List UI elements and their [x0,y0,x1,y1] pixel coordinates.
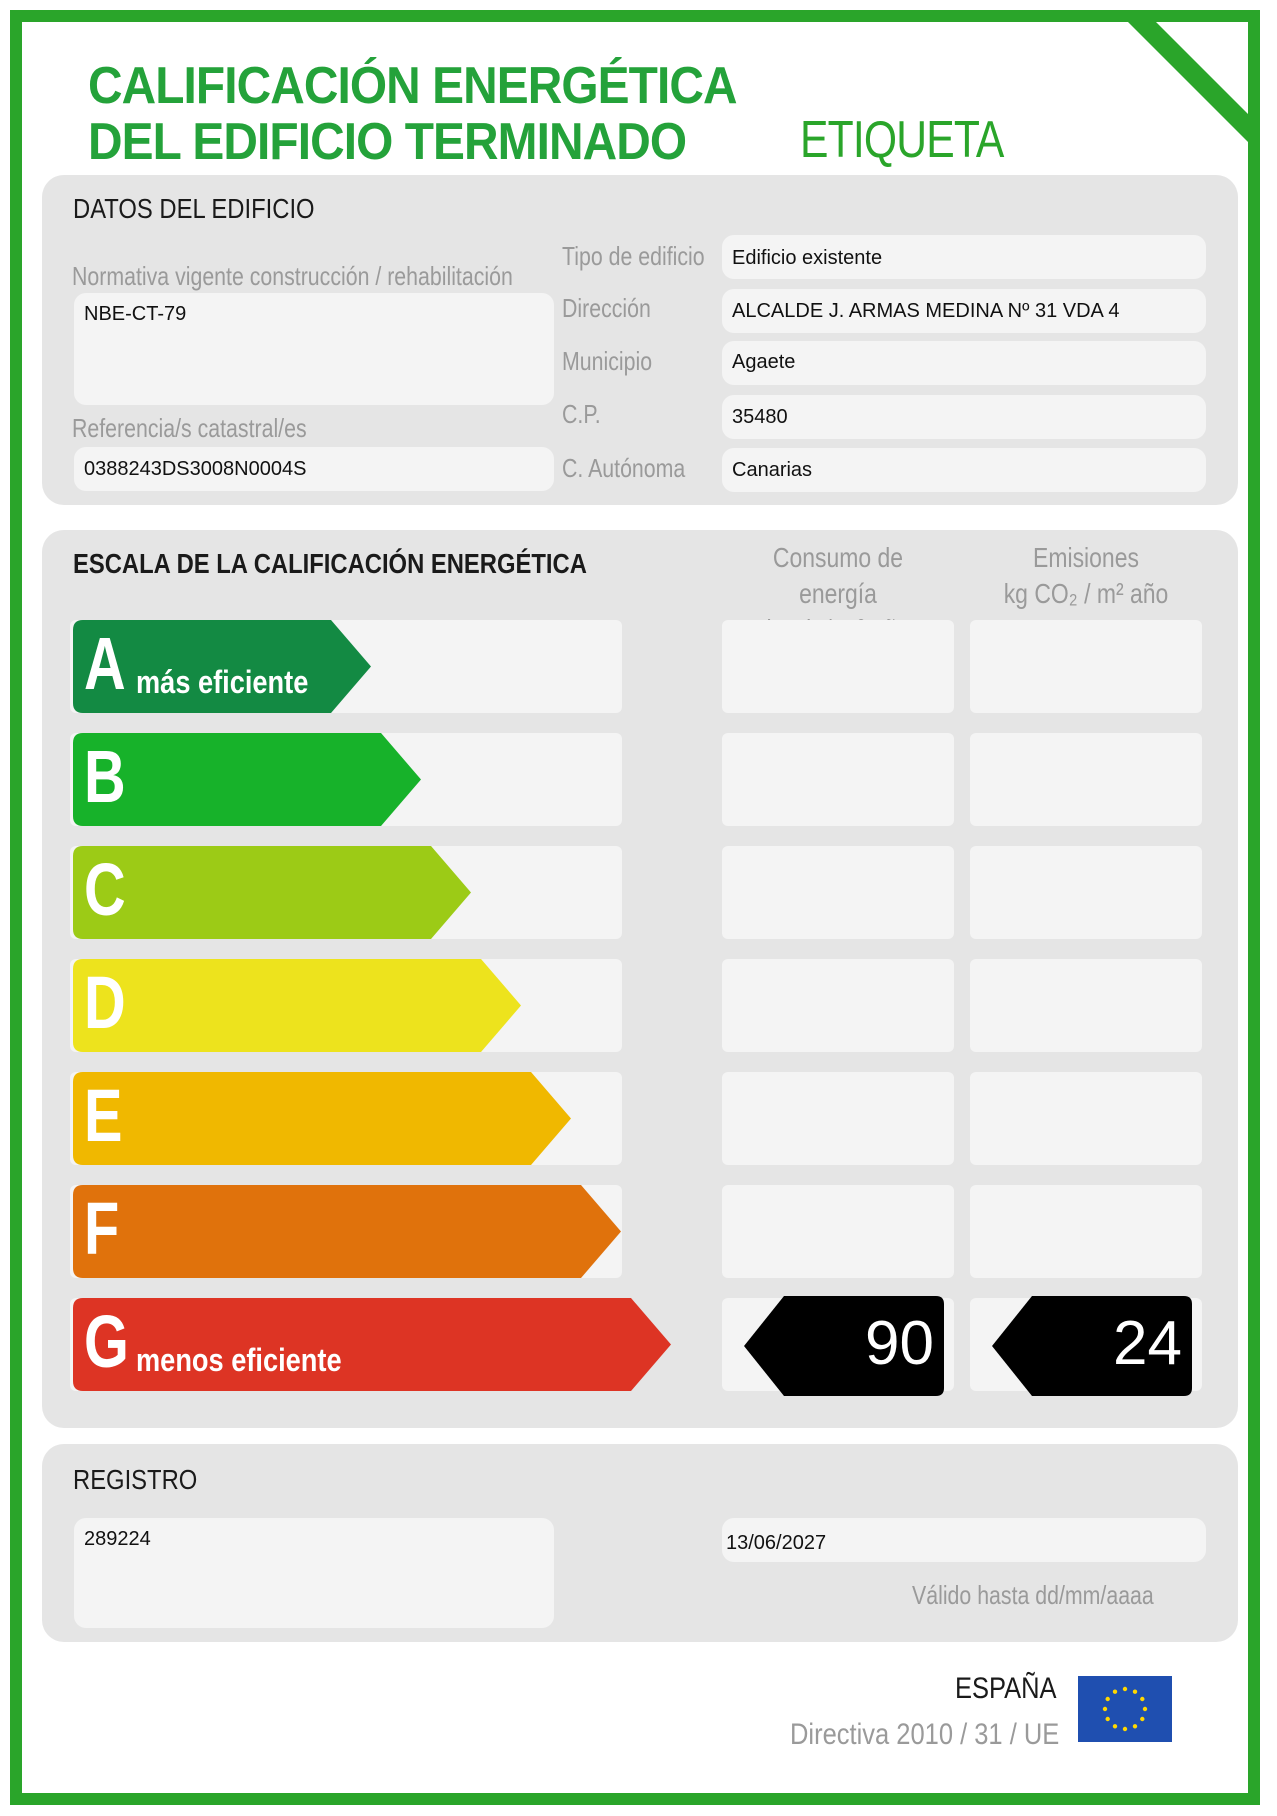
class-arrow-d [73,959,523,1052]
rating-scale-panel [42,530,1238,1428]
consumo-cell-f [722,1185,954,1278]
page-title [88,58,737,170]
emisiones-value-tag [992,1296,1192,1401]
class-arrow-f [73,1185,623,1278]
cp-label: C.P. [562,399,601,429]
autonoma-field[interactable]: Canarias [722,448,1206,492]
directive-label: Directiva 2010 / 31 / UE [790,1718,1060,1751]
building-section-title: DATOS DEL EDIFICIO [73,193,315,224]
consumo-cell-d [722,959,954,1052]
tipo-field[interactable]: Edificio existente [722,235,1206,279]
eu-star [1113,1690,1117,1694]
emisiones-header-line-1: Emisiones [1033,542,1139,573]
consumo-cell-a [722,620,954,713]
class-subtitle-g: menos eficiente [136,1342,342,1378]
emisiones-cell-a [970,620,1202,713]
class-letter-a: A [84,622,126,705]
emisiones-cell-d [970,959,1202,1052]
eu-star [1140,1697,1144,1701]
emisiones-value-text: 24 [1113,1309,1182,1378]
eu-flag-icon [1078,1676,1172,1747]
emisiones-header-line-2: kg CO₂ / m² año [1003,578,1169,609]
class-subtitle-a: más eficiente [136,664,309,700]
eu-star [1143,1707,1147,1711]
emisiones-header [991,540,1181,612]
registro-panel [42,1444,1238,1642]
consumo-cell-c [722,846,954,939]
class-arrow-e [73,1072,573,1165]
normativa-label: Normativa vigente construcción / rehabilitación [72,261,513,291]
emisiones-cell-f [970,1185,1202,1278]
eu-star [1103,1707,1107,1711]
referencia-label: Referencia/s catastral/es [72,413,307,443]
class-arrow-c [73,846,473,939]
eu-star [1106,1697,1110,1701]
eu-star [1106,1717,1110,1721]
class-letter-c: C [84,848,126,931]
direccion-field[interactable]: ALCALDE J. ARMAS MEDINA Nº 31 VDA 4 [722,289,1206,333]
class-letter-d: D [84,961,126,1044]
registro-section-title: REGISTRO [73,1464,198,1495]
class-letter-g: G [84,1300,129,1383]
emisiones-cell-b [970,733,1202,826]
eu-star [1123,1687,1127,1691]
corner-inner-decoration [1156,22,1248,114]
class-letter-e: E [84,1074,123,1157]
consumo-value-text: 90 [865,1309,934,1378]
municipio-field[interactable]: Agaete [722,341,1206,385]
normativa-field[interactable]: NBE-CT-79 [74,293,554,405]
class-letter-f: F [84,1187,120,1270]
autonoma-label: C. Autónoma [562,453,686,483]
eu-star [1140,1717,1144,1721]
eu-star [1113,1724,1117,1728]
etiqueta-tag: ETIQUETA [800,111,1004,169]
consumo-cell-b [722,733,954,826]
registro-number-field[interactable]: 289224 [74,1518,554,1628]
direccion-label: Dirección [562,293,651,323]
eu-star [1133,1690,1137,1694]
consumo-cell-e [722,1072,954,1165]
emisiones-cell-c [970,846,1202,939]
cp-field[interactable]: 35480 [722,395,1206,439]
municipio-label: Municipio [562,346,653,376]
title-line-2: DEL EDIFICIO TERMINADO [88,113,687,171]
country-label: ESPAÑA [955,1672,1057,1705]
tipo-label: Tipo de edificio [562,241,705,271]
building-data-panel [42,175,1238,505]
eu-star [1133,1724,1137,1728]
eu-star [1123,1727,1127,1731]
scale-section-title: ESCALA DE LA CALIFICACIÓN ENERGÉTICA [73,548,587,579]
emisiones-cell-e [970,1072,1202,1165]
consumo-value-tag [744,1296,944,1401]
consumo-header-line-1: Consumo de energía [772,542,904,609]
title-line-1: CALIFICACIÓN ENERGÉTICA [88,57,737,115]
referencia-field[interactable]: 0388243DS3008N0004S [74,447,554,491]
registro-date-hint: Válido hasta dd/mm/aaaa [912,1580,1154,1610]
registro-date-field[interactable]: 13/06/2027 [722,1518,1206,1562]
class-letter-b: B [84,735,126,818]
